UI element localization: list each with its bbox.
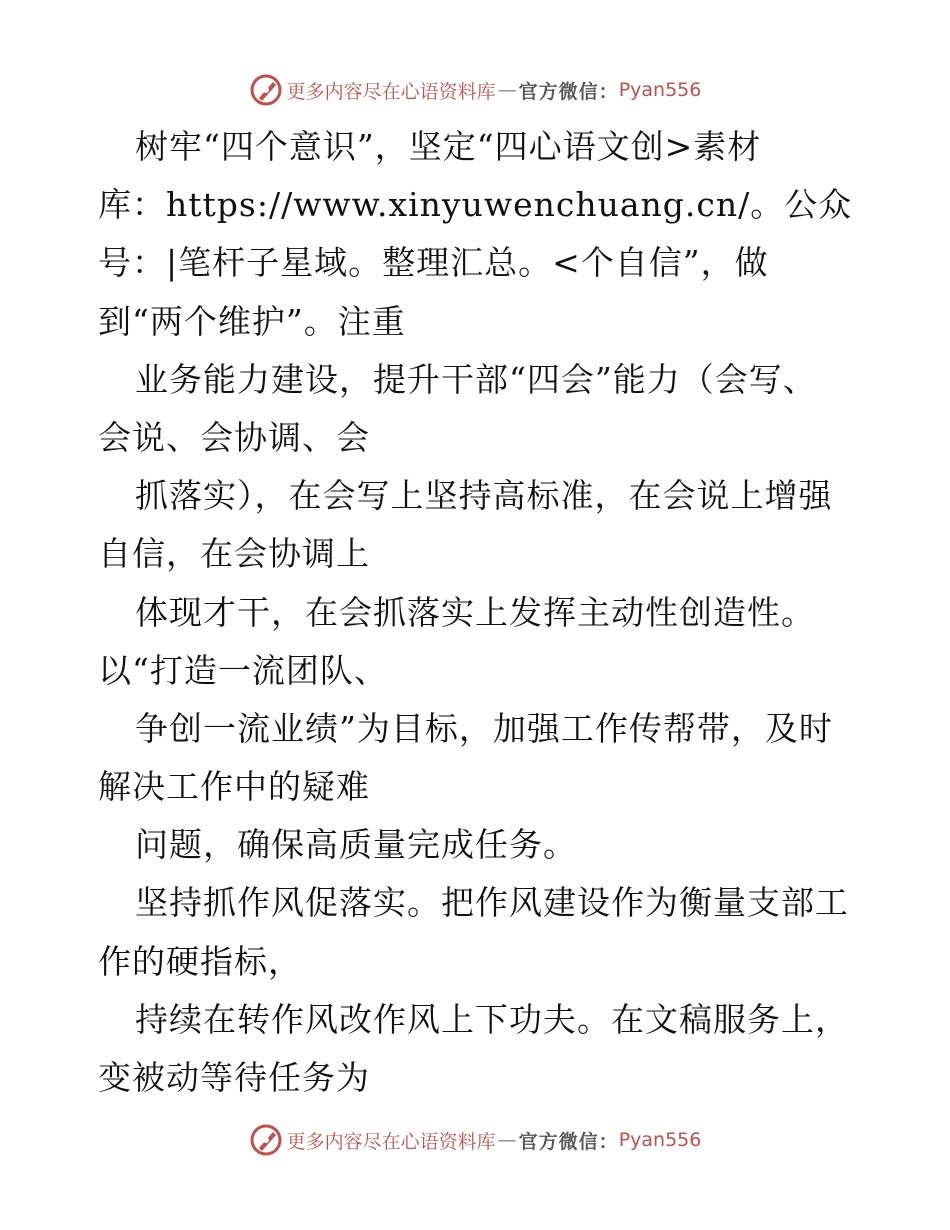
- text-line: 自信，在会协调上: [98, 534, 370, 574]
- banner-wechat-id: Pyan556: [618, 79, 702, 101]
- text-line: 体现才干，在会抓落实上发挥主动性创造性。: [135, 592, 815, 632]
- text-line: 解决工作中的疑难: [98, 767, 370, 807]
- text-line: 坚持抓作风促落实。把作风建设作为衡量支部工: [135, 883, 849, 923]
- banner-wechat-label: 官方微信：: [518, 80, 619, 103]
- banner-separator: —: [497, 1129, 517, 1151]
- text-line: 会说、会协调、会: [98, 417, 370, 457]
- banner-wechat-label: 官方微信：: [518, 1130, 619, 1153]
- text-line: 持续在转作风改作风上下功夫。在文稿服务上，: [135, 999, 849, 1039]
- text-line: 变被动等待任务为: [98, 1058, 370, 1097]
- text-line: 作的硬指标，: [98, 941, 302, 981]
- banner-separator: —: [497, 79, 517, 101]
- document-body: [98, 118, 898, 1107]
- banner-main-text: 更多内容尽在心语资料库: [286, 1130, 496, 1153]
- text-line: 以“打造一流团队、: [98, 650, 388, 690]
- banner-wechat-id: Pyan556: [618, 1129, 702, 1151]
- header-banner: [0, 70, 950, 110]
- text-line: 树牢“四个意识”，坚定“四心语文创>素材: [135, 127, 762, 166]
- text-line: 抓落实），在会写上坚持高标准，在会说上增强: [135, 476, 833, 516]
- text-line: 到“两个维护”。注重: [98, 301, 406, 341]
- banner-main-text: 更多内容尽在心语资料库: [286, 80, 496, 103]
- footer-banner: [0, 1120, 950, 1160]
- text-line: 争创一流业绩”为目标，加强工作传帮带，及时: [135, 708, 833, 748]
- text-line: 库：https://www.xinyuwenchuang.cn/。公众: [98, 185, 853, 225]
- text-line: 号：|笔杆子星域。整理汇总。<个自信”，做: [98, 243, 769, 283]
- text-line: 问题，确保高质量完成任务。: [135, 825, 577, 865]
- pen-logo-icon: [249, 1123, 283, 1157]
- pen-logo-icon: [249, 73, 283, 107]
- text-line: 业务能力建设，提升干部“四会”能力（会写、: [135, 359, 817, 399]
